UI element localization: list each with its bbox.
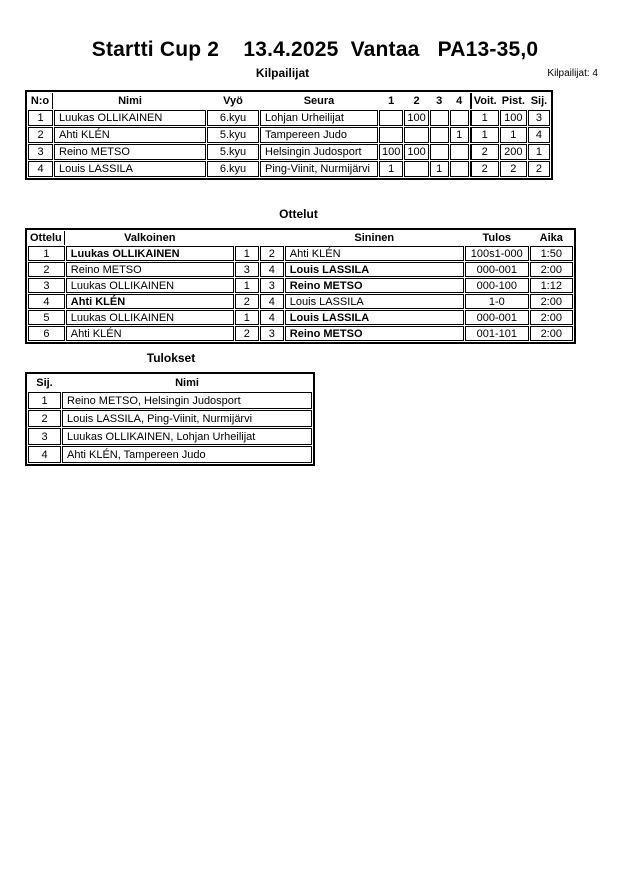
competitor-club: Helsingin Judosport [260,144,378,160]
col-header-round1: 1 [388,95,395,107]
blue-name: Reino METSO [285,326,464,341]
blue-name: Ahti KLÉN [285,246,464,261]
match-time: 1:12 [530,278,573,293]
match-result: 1-0 [465,294,529,309]
competitor-row [28,161,550,177]
match-result: 000-001 [465,310,529,325]
result-name: Ahti KLÉN, Tampereen Judo [62,446,312,463]
result-place: 4 [28,446,61,463]
blue-competitor-no: 4 [260,310,284,325]
competitor-club: Tampereen Judo [260,127,378,143]
blue-name: Louis LASSILA [285,310,464,325]
competitor-name: Louis LASSILA [54,161,206,177]
blue-competitor-no: 3 [260,278,284,293]
match-number: 1 [28,246,65,261]
white-competitor-no: 2 [235,294,259,309]
col-header-round2: 2 [413,95,420,107]
white-name: Reino METSO [66,262,234,277]
round3-score [430,127,449,143]
white-name: Luukas OLLIKAINEN [66,310,234,325]
page-title: Startti Cup 2 13.4.2025 Vantaa PA13-35,0 [91,38,539,61]
white-name: Ahti KLÉN [66,294,234,309]
col-header-round4: 4 [456,95,463,107]
competitor-belt: 6.kyu [207,110,259,126]
place-value: 1 [528,144,550,160]
competitor-number: 1 [28,110,53,126]
round3-score [430,110,449,126]
match-result: 000-100 [465,278,529,293]
wins-value: 2 [470,161,499,177]
competitor-row [28,144,550,160]
match-row [28,326,573,341]
wins-value: 2 [470,144,499,160]
competitors-header-row [28,93,550,109]
match-time: 1:50 [530,246,573,261]
competitor-belt: 6.kyu [207,161,259,177]
col-header-name: Nimi [175,377,199,389]
competitor-name: Luukas OLLIKAINEN [54,110,206,126]
round4-score [450,110,469,126]
match-result: 100s1-000 [465,246,529,261]
white-competitor-no: 2 [235,326,259,341]
round1-score [379,127,403,143]
match-time: 2:00 [530,326,573,341]
col-header-match: Ottelu [28,231,65,245]
match-result: 000-001 [465,262,529,277]
round1-score [379,110,403,126]
col-header-round3: 3 [436,95,443,107]
match-number: 2 [28,262,65,277]
wins-value: 1 [470,127,499,143]
result-row [28,392,312,409]
wins-value: 1 [470,110,499,126]
result-row [28,446,312,463]
place-value: 4 [528,127,550,143]
competitor-number: 2 [28,127,53,143]
match-result: 001-101 [465,326,529,341]
round2-score [404,127,428,143]
matches-section-title: Ottelut [279,207,318,221]
match-row [28,294,573,309]
col-header-place: Sij. [36,377,53,389]
points-value: 2 [500,161,527,177]
result-name: Reino METSO, Helsingin Judosport [62,392,312,409]
round2-score: 100 [404,110,428,126]
white-competitor-no: 1 [235,246,259,261]
competitors-section-title: Kilpailijat [255,66,310,80]
competitor-belt: 5.kyu [207,127,259,143]
result-row [28,410,312,427]
competitor-row [28,127,550,143]
matches-header-row [28,231,573,245]
round1-score: 1 [379,161,403,177]
col-header-result: Tulos [482,232,512,244]
col-header-time: Aika [539,232,563,244]
col-header-white: Valkoinen [124,232,176,244]
competitor-name: Reino METSO [54,144,206,160]
col-header-blue: Sininen [354,232,395,244]
place-value: 3 [528,110,550,126]
result-place: 1 [28,392,61,409]
competitor-row [28,110,550,126]
match-number: 6 [28,326,65,341]
round2-score: 100 [404,144,428,160]
white-competitor-no: 3 [235,262,259,277]
competitor-belt: 5.kyu [207,144,259,160]
results-section-title: Tulokset [146,351,196,365]
round3-score [430,144,449,160]
white-name: Luukas OLLIKAINEN [66,246,234,261]
match-time: 2:00 [530,294,573,309]
col-header-wins: Voit. [470,93,499,109]
match-time: 2:00 [530,310,573,325]
white-name: Luukas OLLIKAINEN [66,278,234,293]
round4-score: 1 [450,127,469,143]
results-header-row [28,375,312,391]
white-name: Ahti KLÉN [66,326,234,341]
round4-score [450,161,469,177]
match-row [28,310,573,325]
round3-score: 1 [430,161,449,177]
col-header-name: Nimi [118,95,142,107]
competitor-name: Ahti KLÉN [54,127,206,143]
competitor-number: 3 [28,144,53,160]
match-row [28,278,573,293]
points-value: 1 [500,127,527,143]
blue-competitor-no: 4 [260,262,284,277]
blue-name: Louis LASSILA [285,294,464,309]
result-name: Louis LASSILA, Ping-Viinit, Nurmijärvi [62,410,312,427]
col-header-points: Pist. [501,95,525,107]
blue-competitor-no: 4 [260,294,284,309]
round1-score: 100 [379,144,403,160]
result-name: Luukas OLLIKAINEN, Lohjan Urheilijat [62,428,312,445]
round4-score [450,144,469,160]
result-row [28,428,312,445]
match-row [28,246,573,261]
result-place: 2 [28,410,61,427]
col-header-white-no [235,231,259,245]
match-number: 5 [28,310,65,325]
competitor-club: Ping-Viinit, Nurmijärvi [260,161,378,177]
match-number: 3 [28,278,65,293]
place-value: 2 [528,161,550,177]
matches-table [25,228,576,344]
points-value: 100 [500,110,527,126]
col-header-no: N:o [28,93,53,109]
result-place: 3 [28,428,61,445]
match-number: 4 [28,294,65,309]
blue-competitor-no: 3 [260,326,284,341]
blue-competitor-no: 2 [260,246,284,261]
round2-score [404,161,428,177]
white-competitor-no: 1 [235,310,259,325]
col-header-belt: Vyö [223,95,243,107]
match-row [28,262,573,277]
col-header-club: Seura [303,95,335,107]
blue-name: Reino METSO [285,278,464,293]
blue-name: Louis LASSILA [285,262,464,277]
points-value: 200 [500,144,527,160]
col-header-place: Sij. [530,95,548,107]
results-table [25,372,315,466]
match-time: 2:00 [530,262,573,277]
competitors-table [25,90,553,180]
competitor-club: Lohjan Urheilijat [260,110,378,126]
col-header-blue-no [260,231,284,245]
white-competitor-no: 1 [235,278,259,293]
competitor-number: 4 [28,161,53,177]
competitor-count-label: Kilpailijat: 4 [547,68,598,79]
